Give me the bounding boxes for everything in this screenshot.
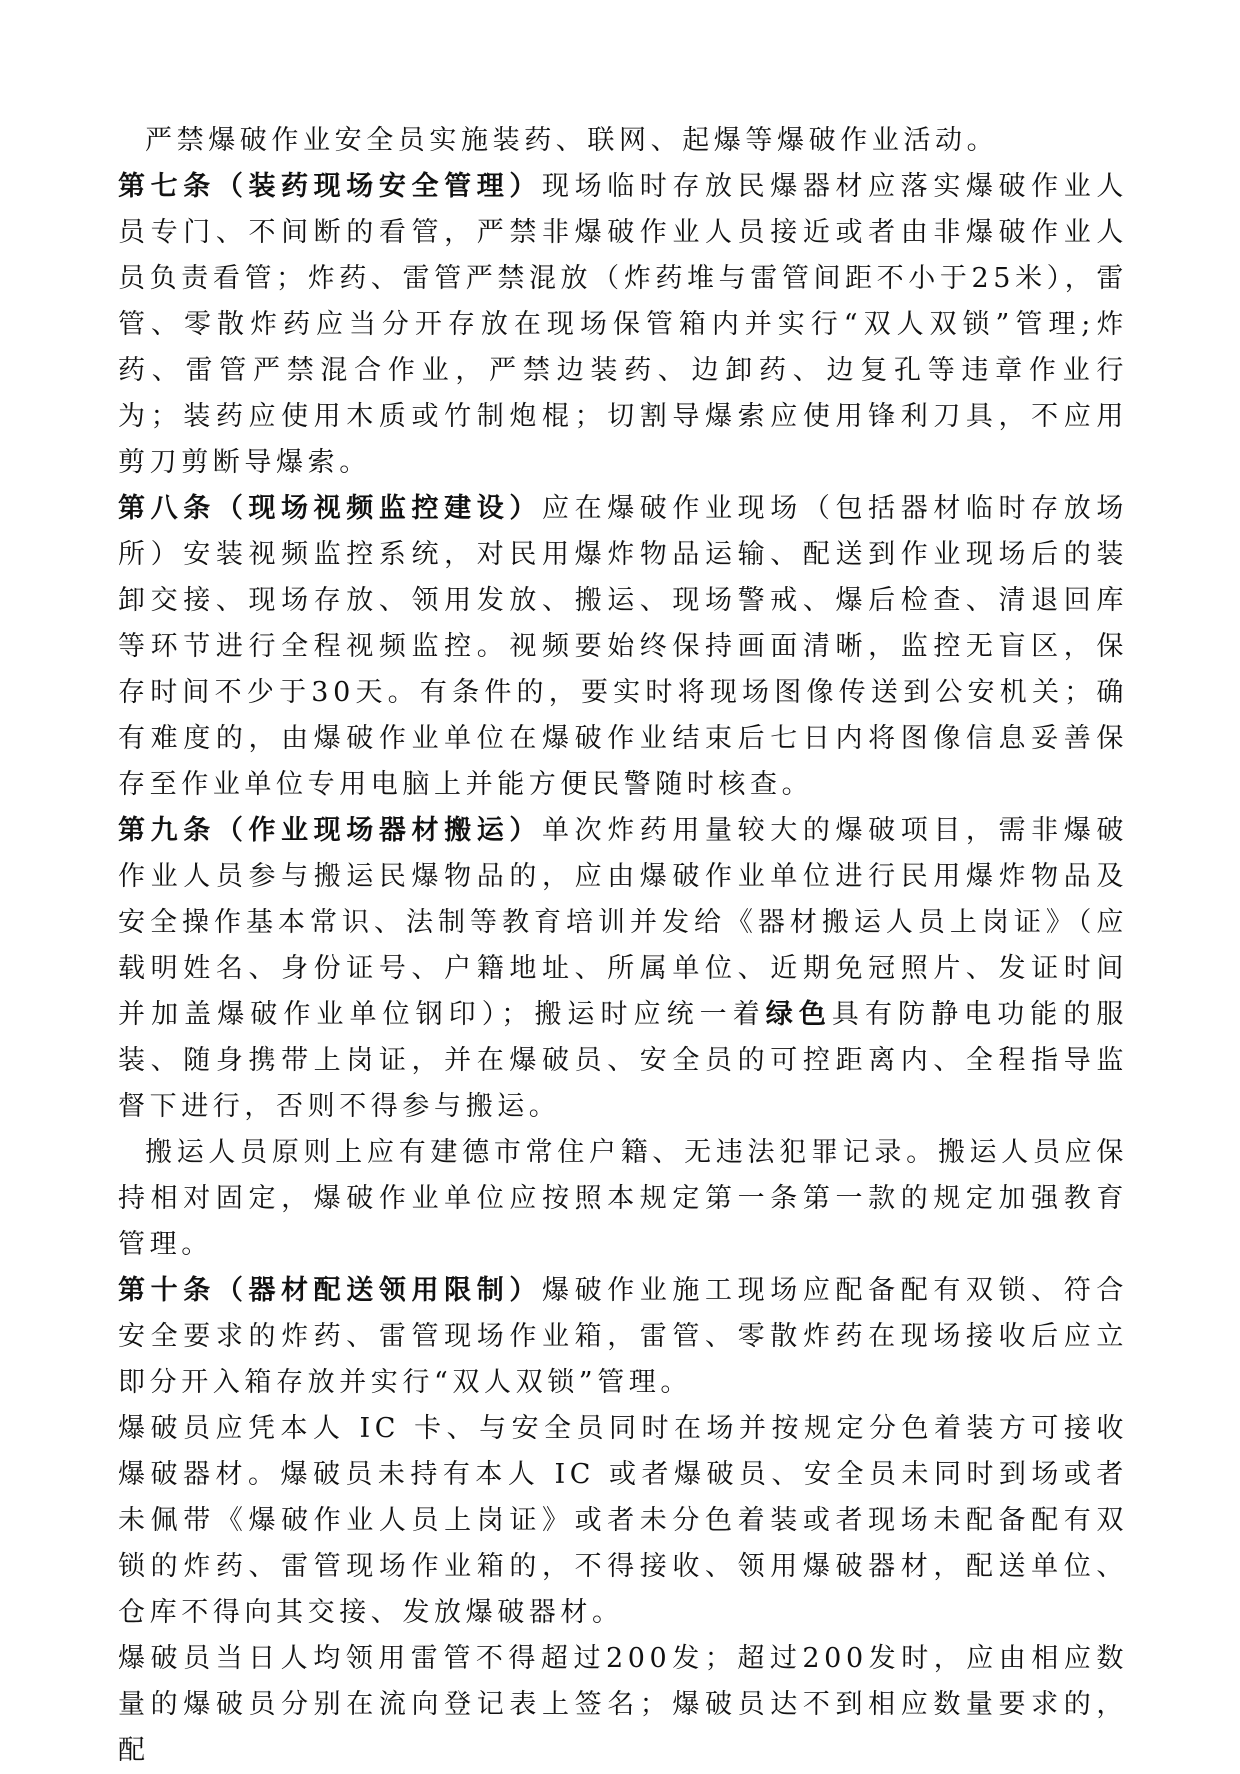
article-9-emphasis: 绿色 — [765, 999, 832, 1030]
paragraph-text: 严禁爆破作业安全员实施装药、联网、起爆等爆破作业活动。 — [145, 125, 999, 156]
paragraph-text: 爆破员当日人均领用雷管不得超过200发；超过200发时，应由相应数量的爆破员分别在流向登记表上签名；爆破员达不到相应数量要求的，配 — [118, 1643, 1128, 1766]
article-7-text: 现场临时存放民爆器材应落实爆破作业人员专门、不间断的看管，严禁非爆破作业人员接近或者由非爆破作业人员负责看管；炸药、雷管严禁混放（炸药堆与雷管间距不小于25米），雷管、零散炸药应当分开存放在现场保管箱内并实行“双人双锁”管理;炸药、雷管严禁混合作业，严禁边装药、边卸药、边复孔等违章作业行为；装药应使用木质或竹制炮棍；切割导爆索应使用锋利刀具，不应用剪刀剪断导爆索。 — [118, 171, 1128, 478]
paragraph-text: 搬运人员原则上应有建德市常住户籍、无违法犯罪记录。搬运人员应保持相对固定，爆破作业单位应按照本规定第一条第一款的规定加强教育管理。 — [118, 1137, 1128, 1260]
article-9-text-after: 具有防静电功能的服装、随身携带上岗证，并在爆破员、安全员的可控距离内、全程指导监督下进行，否则不得参与搬运。 — [118, 999, 1129, 1122]
paragraph-detonator-limit — [118, 1636, 1128, 1774]
paragraph-porters — [118, 1130, 1128, 1268]
article-9-text-before: 单次炸药用量较大的爆破项目，需非爆破作业人员参与搬运民爆物品的，应由爆破作业单位进行民用爆炸物品及安全操作基本常识、法制等教育培训并发给《器材搬运人员上岗证》（应载明姓名、身份证号、户籍地址、所属单位、近期免冠照片、发证时间并加盖爆破作业单位钢印）；搬运时应统一着 — [118, 815, 1128, 1030]
article-7 — [118, 164, 1128, 486]
article-9 — [118, 808, 1128, 1130]
article-7-heading: 第七条（装药现场安全管理） — [118, 171, 542, 202]
article-10 — [118, 1268, 1128, 1406]
article-8 — [118, 486, 1128, 808]
paragraph-ic-card — [118, 1406, 1128, 1636]
article-10-heading: 第十条（器材配送领用限制） — [118, 1275, 542, 1306]
paragraph-safety-officer — [118, 118, 1128, 164]
paragraph-text: 爆破员应凭本人 IC 卡、与安全员同时在场并按规定分色着装方可接收爆破器材。爆破员未持有本人 IC 或者爆破员、安全员未同时到场或者未佩带《爆破作业人员上岗证》或者未分色着装或者现场未配备配有双锁的炸药、雷管现场作业箱的，不得接收、领用爆破器材，配送单位、仓库不得向其交接、发放爆破器材。 — [118, 1413, 1128, 1628]
article-8-text: 应在爆破作业现场（包括器材临时存放场所）安装视频监控系统，对民用爆炸物品运输、配送到作业现场后的装卸交接、现场存放、领用发放、搬运、现场警戒、爆后检查、清退回库等环节进行全程视频监控。视频要始终保持画面清晰，监控无盲区，保存时间不少于30天。有条件的，要实时将现场图像传送到公安机关；确有难度的，由爆破作业单位在爆破作业结束后七日内将图像信息妥善保存至作业单位专用电脑上并能方便民警随时核查。 — [118, 493, 1128, 800]
article-9-heading: 第九条（作业现场器材搬运） — [118, 815, 542, 846]
article-8-heading: 第八条（现场视频监控建设） — [118, 493, 542, 524]
article-10-text: 爆破作业施工现场应配备配有双锁、符合安全要求的炸药、雷管现场作业箱，雷管、零散炸药在现场接收后应立即分开入箱存放并实行“双人双锁”管理。 — [118, 1275, 1128, 1398]
